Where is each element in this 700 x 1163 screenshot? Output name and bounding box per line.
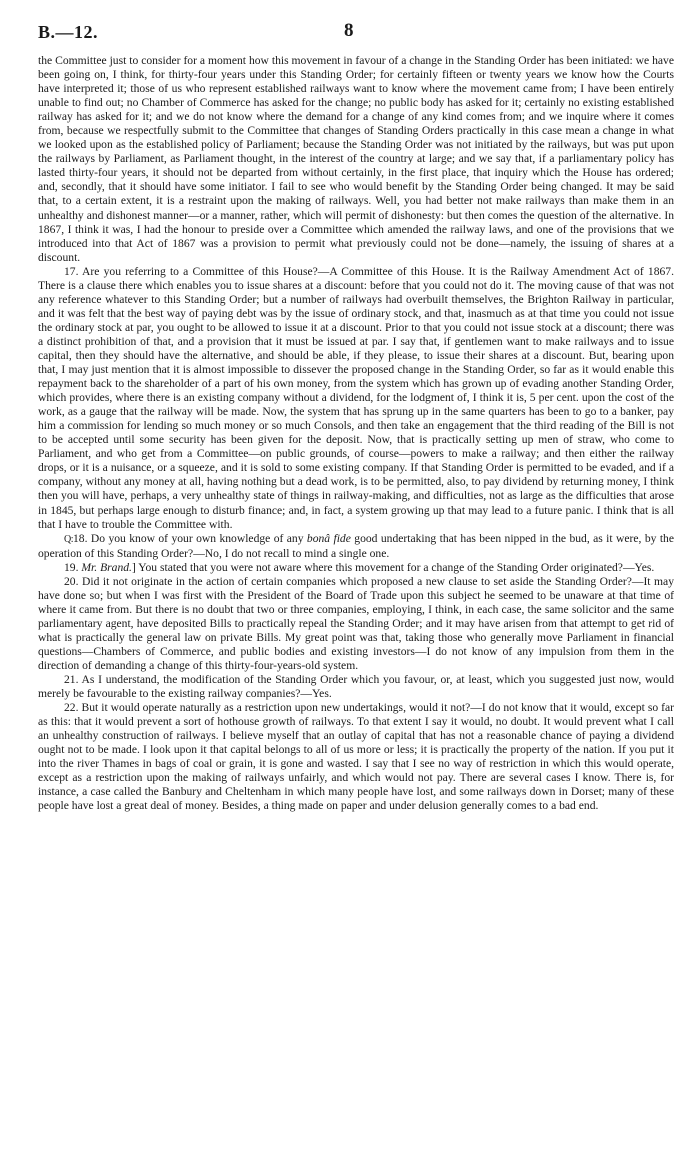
document-reference: B.—12. <box>38 22 99 42</box>
q18-text-end: good undertaking that has been nipped in the bud, as it were, by the operation of this Standing Order?—No, I do not recall to mind a single one. <box>38 531 674 560</box>
q19-number: 19. <box>64 560 82 574</box>
paragraph-q21: 21. As I understand, the modification of the Standing Order which you favour, or, at least, which you suggested just now, would merely be favourable to the existing railway companies?—Yes. <box>38 673 674 701</box>
paragraph-q18 <box>38 532 674 561</box>
paragraph-q22: 22. But it would operate naturally as a restriction upon new undertakings, would it not?—I do not know that it would, except so far as this: that it would prevent a sort of hothouse growth of railways. To that extent I say it would, no doubt. It would prevent what I call an unhealthy construction of railways. I believe myself that an outlay of capital that has not a reasonable chance of paying a dividend ought not to be made. I look upon it that capital belongs to all of us more or less; it is practically the property of the nation. If you put it into the river Thames in bags of coal or grain, it is gone and wasted. I say that I see no way of restriction in which this would operate, except as a restriction upon the making of railways unfairly, and which would not pay. There are several cases I know. There is, for instance, a case called the Banbury and Cheltenham in which many people have lost, and some railways down in Dorset; many of these people have lost a great deal of money. Besides, a thing made on paper and under delusion generally comes to a bad end. <box>38 701 674 813</box>
q19-speaker: Mr. Brand. <box>81 560 132 574</box>
q18-text-start: 18. Do you know of your own knowledge of any <box>73 531 307 545</box>
q19-text: ] You stated that you were not aware where this movement for a change of the Standing Order originated?—Yes. <box>131 560 655 574</box>
paragraph-q20: 20. Did it not originate in the action of certain companies which proposed a new clause to set aside the Standing Order?—It may have done so; but when I was first with the President of the Board of Trade upon this subject he seemed to be unaware at that time of where it came from. But there is no doubt that two or three companies, employing, I think, in each case, the same solicitor and the same parliamentary agent, have deposited Bills to practically repeal the Standing Order; and it may have arisen from that attempt to get rid of what is practically the general law on private Bills. My great point was that, taking those who generally move Parliament in financial questions—Chambers of Commerce, and public bodies and existing investors—I do not know of any impulsion from them in the direction of demanding a change of this thirty-four-years-old system. <box>38 574 674 673</box>
paragraph-q17: 17. Are you referring to a Committee of this House?—A Committee of this House. It is the Railway Amendment Act of 1867. There is a clause there which enables you to issue shares at a discount: before that you could not do it. The moving cause of that was not any reference whatever to this Standing Order; but a number of railways had overbuilt themselves, the Brighton Railway in particular, and it was felt that the best way of paying debt was by the issue of ordinary stock, and that, inasmuch as at that time you could not issue the ordinary stock at par, you ought to be allowed to issue it at a discount. Prior to that you could not issue stock at a discount; there was a distinct prohibition of that, and a provision that it must be issued at par. I say that, if gentlemen want to make railways and to issue capital, then they should have the alternative, and should be able, if they please, to issue their shares at a discount. But, bearing upon that, I may just mention that it is almost impossible to dissever the proposed change in the Standing Order, so far as it would enable this repayment back to the shareholder of a part of his own money, from the system which has grown up of evading another Standing Order, which provides, where there is an existing company without a dividend, for the lodgment of, I think it is, 5 per cent. upon the cost of the work, as a gauge that the railway will be made. Now, the system that has sprung up in the same quarters has been to go to a banker, pay him a commission for lending so much money or so much Consols, and then take an engagement that the third reading of the Bill is not to be accepted until some security has been given for the deposit. Now, that is practically setting up men of straw, who come to Parliament, and who get from a Committee—on public grounds, of course—powers to make a railway; and then either the railway drops, or it is a nuisance, or a squeeze, and it is sold to some existing company. If that Standing Order is permitted to be evaded, and if a company, without any money at all, having nothing but a dead work, is to be permitted, also, to pay dividend by returning money, I think then you will have, perhaps, a very unhealthy state of things in railway-making, and difficulties, not as large as the difficulties that arose in 1845, but perhaps large enough to disturb finance; and, in fact, a system growing up that may lead to a future panic. I think that is all that I have to trouble the Committee with. <box>38 264 674 531</box>
q18-italic-phrase: bonâ fide <box>306 531 351 545</box>
paragraph-continuation: the Committee just to consider for a moment how this movement in favour of a change in the Standing Order has been initiated: we have been going on, I think, for thirty-four years under this Standing Order; for certainly fifteen or twenty years we know how the Courts have interpreted it; those of us who represent established railways want to know where the movement came from; I have been entirely unable to find out; no Chamber of Commerce has asked for the change; no public body has asked for it; certainly no existing established railway has asked for it; and we do not know where the demand for a change of any kind comes from; and we inquire where it comes from, because we respectfully submit to the Committee that changes of Standing Orders practically in this case mean a change in what we looked upon as the established policy of Parliament; because the Standing Order was not initiated by the railways, but was put upon the railways by Parliament, as Parliament thought, in the interest of the country at large; and we say that, if a parliamentary policy has lasted thirty-four years, it should not be departed from without certainly, in the first place, that inquiry which the House has ordered; and, secondly, that it should have some initiator. I fail to see who would benefit by the Standing Order being changed. It may be said that, to a certain extent, it is a restraint upon the making of railways. Well, you had better not make railways than make them in an unhealthy and dishonest manner—or a manner, rather, which will permit of dishonesty: but then comes the question of the alternative. In 1867, I think it was, I had the honour to preside over a Committee which amended the railway laws, and one of the provisions that we introduced into that Act of 1867 was a provision to permit what previously could not be done—namely, the issuing of shares at a discount. <box>38 54 674 264</box>
page-number: 8 <box>344 20 354 41</box>
margin-marker: Q: <box>64 533 73 545</box>
document-body <box>38 54 674 814</box>
paragraph-q19 <box>38 561 674 575</box>
page-header <box>38 20 674 54</box>
